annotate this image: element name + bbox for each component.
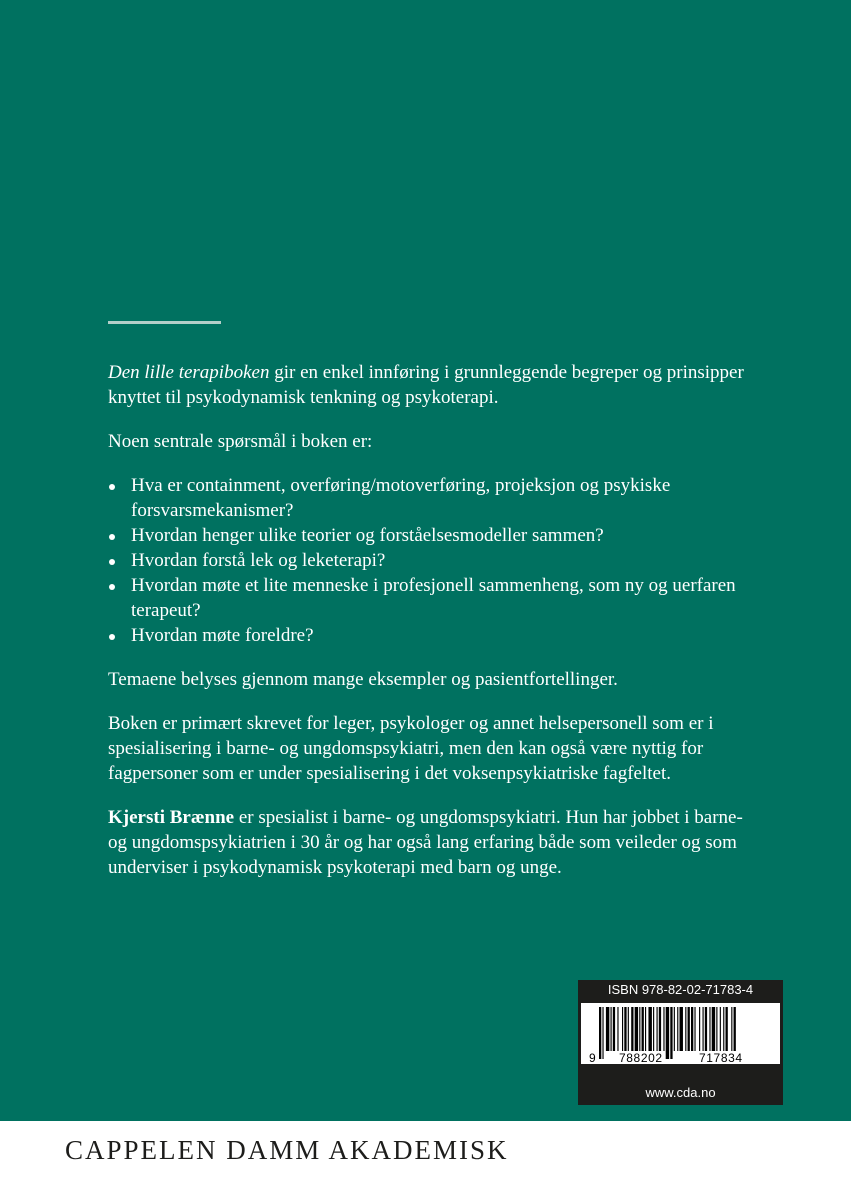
bullet-icon [109,484,115,490]
barcode-bar [657,1007,658,1051]
barcode-bar [617,1007,618,1051]
barcode-bar [653,1007,654,1051]
barcode-bars [581,1003,780,1064]
barcode-bar [716,1007,717,1051]
themes-paragraph: Temaene belyses gjennom mange eksempler og pasientfortellinger. [108,669,618,690]
isbn-block [578,980,783,1105]
barcode-bar [613,1007,615,1051]
bullet-icon [109,634,115,640]
bullet-icon [109,534,115,540]
barcode-bar [699,1007,700,1051]
author-paragraph [108,805,748,880]
list-item: Hvordan møte et lite menneske i profesjonell sammenheng, som ny og uerfaren terapeut? [108,573,748,623]
barcode-digits-left: 788202 [619,1051,663,1065]
bullet-icon [109,584,115,590]
barcode-digits-right: 717834 [699,1051,743,1065]
barcode-bar [723,1007,724,1051]
blurb [108,360,748,899]
barcode-bar [639,1007,640,1051]
book-title: Den lille terapiboken [108,362,270,383]
barcode-bar [624,1007,626,1051]
website-link[interactable]: www.cda.no [645,1085,716,1100]
barcode-bar [731,1007,732,1051]
audience-paragraph: Boken er primært skrevet for leger, psykologer og annet helsepersonell som er i spesialisering i barne- og ungdomspsykiatri, men den kan også være nyttig for fagpersoner som er under spesialisering i det voksenpsykiatriske fagfeltet. [108,713,714,784]
intro-paragraph [108,360,748,410]
intro-text: gir en enkel innføring i grunnleggende begreper og prinsipper knyttet til psykodynamisk tenkning og psykoterapi. [108,362,744,408]
barcode-bar [602,1007,603,1059]
barcode-bar [666,1007,669,1059]
list-item: Hvordan henger ulike teorier og forståelsesmodeller sammen? [108,523,748,548]
list-item: Hvordan møte foreldre? [108,623,748,648]
barcode-bar [599,1007,601,1059]
list-item: Hvordan forstå lek og leketerapi? [108,548,748,573]
barcode-bar [663,1007,664,1051]
bullet-icon [109,559,115,565]
barcode-bar [648,1007,651,1051]
publisher-logo: CAPPELEN DAMM AKADEMISK [65,1135,509,1165]
barcode-bar [705,1007,707,1051]
isbn-label: ISBN 978-82-02-71783-4 [607,982,754,997]
barcode-bar [734,1007,736,1051]
questions-list [108,473,748,648]
barcode-bar [635,1007,638,1051]
barcode-bar [674,1007,675,1051]
barcode-bar [642,1007,644,1051]
barcode-bar [694,1007,695,1051]
barcode-bar [712,1007,715,1051]
barcode-bar [691,1007,693,1051]
barcode-bar [611,1007,612,1051]
barcode-bar [677,1007,678,1051]
barcode-bar [720,1007,721,1051]
barcode-bar [685,1007,686,1051]
list-item: Hva er containment, overføring/motoverføring, projeksjon og psykiske forsvarsmekanismer? [108,473,748,523]
barcode-bar [606,1007,609,1051]
barcode-bar [726,1007,728,1051]
barcode-bar [631,1007,633,1051]
author-bio: er spesialist i barne- og ungdomspsykiatri. Hun har jobbet i barne- og ungdomspsykiatrien i 30 år og har også lang erfaring både som veileder og som underviser i psykodynamisk psykoterapi med barn og unge. [108,807,743,878]
barcode-bar [645,1007,646,1051]
divider-rule [108,321,221,324]
barcode-bar [659,1007,661,1051]
barcode-bar [688,1007,690,1051]
barcode-bar [622,1007,623,1051]
barcode-bar [628,1007,629,1051]
barcode-digit-first: 9 [589,1051,597,1065]
barcode-bar [670,1007,672,1059]
barcode-bar [703,1007,704,1051]
author-name: Kjersti Brænne [108,807,235,828]
barcode [581,1003,780,1064]
questions-heading: Noen sentrale spørsmål i boken er: [108,431,373,452]
barcode-bar [709,1007,710,1051]
barcode-bar [680,1007,683,1051]
